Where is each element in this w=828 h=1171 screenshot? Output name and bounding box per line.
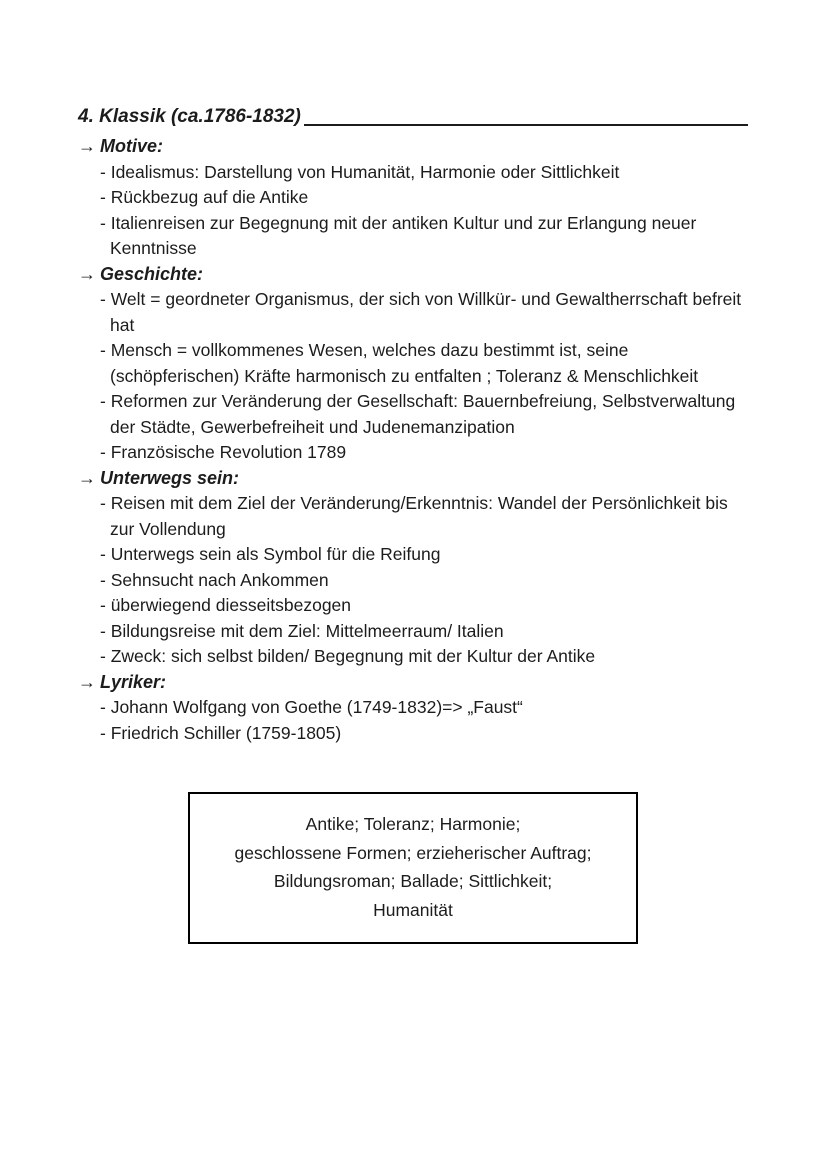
section-heading-row bbox=[78, 262, 748, 288]
summary-line: Humanität bbox=[373, 899, 453, 920]
summary-box bbox=[188, 792, 638, 944]
dash-bullet: - bbox=[100, 620, 106, 641]
arrow-icon: → bbox=[78, 671, 96, 692]
list-item-text: Unterwegs sein als Symbol für die Reifung bbox=[110, 544, 441, 564]
section-unterwegs-sein bbox=[78, 466, 748, 670]
dash-bullet: - bbox=[100, 391, 106, 411]
summary-line: Antike; Toleranz; Harmonie; bbox=[305, 814, 521, 834]
list-item bbox=[78, 644, 748, 670]
dash-bullet: - bbox=[100, 569, 106, 590]
list-item bbox=[78, 542, 748, 568]
list-item-text: Zweck: sich selbst bilden/ Begegnung mit der Kultur der Antike bbox=[110, 646, 596, 666]
list-item-text: Rückbezug auf die Antike bbox=[110, 187, 309, 207]
summary-line: geschlossene Formen; erzieherischer Auftrag; bbox=[234, 842, 592, 863]
list-item-text: Französische Revolution 1789 bbox=[110, 442, 347, 462]
list-item bbox=[78, 185, 748, 211]
arrow-icon: → bbox=[78, 263, 96, 284]
summary-line: Bildungsroman; Ballade; Sittlichkeit; bbox=[273, 871, 553, 891]
dash-bullet: - bbox=[100, 544, 106, 564]
list-item bbox=[78, 338, 748, 389]
section-heading-row bbox=[78, 134, 748, 160]
dash-bullet: - bbox=[100, 442, 106, 462]
section-heading: Geschichte: bbox=[100, 263, 204, 284]
arrow-icon: → bbox=[78, 136, 96, 156]
list-item-text: Idealismus: Darstellung von Humanität, Harmonie oder Sittlichkeit bbox=[110, 161, 620, 182]
list-item bbox=[78, 619, 748, 645]
list-item bbox=[78, 568, 748, 594]
dash-bullet: - bbox=[100, 161, 106, 182]
list-item-text: Italienreisen zur Begegnung mit der antiken Kultur und zur Erlangung neuer Kenntnisse bbox=[110, 212, 697, 258]
dash-bullet: - bbox=[100, 697, 106, 717]
section-heading: Motive: bbox=[100, 136, 163, 156]
section-heading-row bbox=[78, 670, 748, 696]
section-heading-row bbox=[78, 466, 748, 492]
list-item-text: Welt = geordneter Organismus, der sich von Willkür- und Gewaltherrschaft befreit hat bbox=[110, 289, 742, 335]
list-item-text: Sehnsucht nach Ankommen bbox=[110, 569, 329, 590]
section-heading: Unterwegs sein: bbox=[100, 467, 240, 488]
list-item-text: Johann Wolfgang von Goethe (1749-1832)=> „Faust“ bbox=[110, 697, 523, 717]
list-item bbox=[78, 389, 748, 440]
arrow-icon: → bbox=[78, 467, 96, 488]
list-item-text: Bildungsreise mit dem Ziel: Mittelmeerraum/ Italien bbox=[110, 620, 504, 641]
title-row bbox=[78, 104, 748, 130]
section-heading: Lyriker: bbox=[100, 671, 167, 692]
list-item bbox=[78, 440, 748, 466]
dash-bullet: - bbox=[100, 722, 106, 743]
list-item bbox=[78, 287, 748, 338]
section-lyriker bbox=[78, 670, 748, 747]
dash-bullet: - bbox=[100, 212, 106, 233]
list-item bbox=[78, 211, 748, 262]
list-item bbox=[78, 721, 748, 747]
title-rule-line bbox=[304, 124, 748, 126]
list-item-text: überwiegend diesseitsbezogen bbox=[110, 595, 352, 615]
section-motive bbox=[78, 134, 748, 262]
dash-bullet: - bbox=[100, 646, 106, 666]
section-geschichte bbox=[78, 262, 748, 466]
page-title: 4. Klassik (ca.1786-1832) bbox=[78, 106, 301, 127]
list-item-text: Friedrich Schiller (1759-1805) bbox=[110, 722, 342, 743]
list-item bbox=[78, 160, 748, 186]
list-item bbox=[78, 695, 748, 721]
list-item bbox=[78, 491, 748, 542]
list-item bbox=[78, 593, 748, 619]
dash-bullet: - bbox=[100, 340, 106, 360]
dash-bullet: - bbox=[100, 493, 106, 513]
list-item-text: Mensch = vollkommenes Wesen, welches dazu bestimmt ist, seine (schöpferischen) Kräfte harmonisch zu entfalten ; Toleranz & Menschlichkeit bbox=[110, 340, 699, 386]
list-item-text: Reisen mit dem Ziel der Veränderung/Erkenntnis: Wandel der Persönlichkeit bis zur Vollendung bbox=[110, 493, 728, 539]
dash-bullet: - bbox=[100, 289, 106, 309]
dash-bullet: - bbox=[100, 595, 106, 615]
list-item-text: Reformen zur Veränderung der Gesellschaft: Bauernbefreiung, Selbstverwaltung der Städte, Gewerbefreiheit und Judenemanzipation bbox=[110, 391, 736, 437]
dash-bullet: - bbox=[100, 187, 106, 207]
